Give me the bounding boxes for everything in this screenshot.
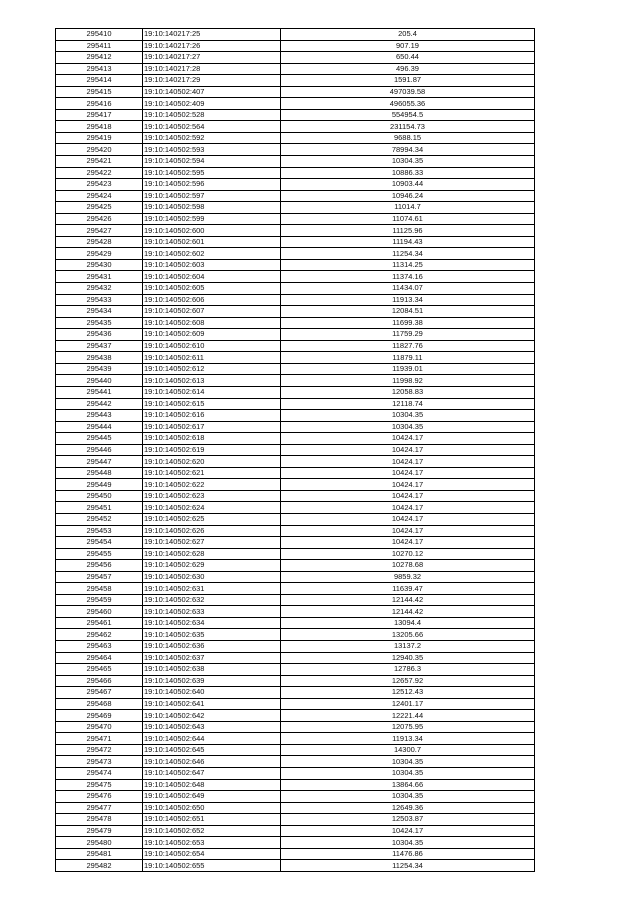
table-row — [56, 779, 535, 791]
table-row — [56, 837, 535, 849]
row-id-cell: 295425 — [56, 202, 143, 214]
row-timestamp-cell: 19:10:140502:637 — [143, 652, 281, 664]
row-id-cell: 295453 — [56, 525, 143, 537]
table-row — [56, 537, 535, 549]
row-timestamp-cell: 19:10:140502:652 — [143, 825, 281, 837]
row-timestamp-cell: 19:10:140502:597 — [143, 190, 281, 202]
row-id-cell: 295433 — [56, 294, 143, 306]
table-row — [56, 560, 535, 572]
table-row — [56, 594, 535, 606]
row-value-cell: 10424.17 — [281, 467, 535, 479]
row-value-cell: 13864.66 — [281, 779, 535, 791]
row-id-cell: 295429 — [56, 248, 143, 260]
row-value-cell: 1591.87 — [281, 75, 535, 87]
row-id-cell: 295422 — [56, 167, 143, 179]
row-timestamp-cell: 19:10:140502:634 — [143, 617, 281, 629]
table-row — [56, 352, 535, 364]
row-value-cell: 11374.16 — [281, 271, 535, 283]
row-id-cell: 295420 — [56, 144, 143, 156]
row-id-cell: 295451 — [56, 502, 143, 514]
row-id-cell: 295446 — [56, 444, 143, 456]
row-value-cell: 10304.35 — [281, 410, 535, 422]
row-value-cell: 13094.4 — [281, 617, 535, 629]
row-value-cell: 11125.96 — [281, 225, 535, 237]
table-row — [56, 306, 535, 318]
table-row — [56, 444, 535, 456]
row-timestamp-cell: 19:10:140502:594 — [143, 156, 281, 168]
table-row — [56, 398, 535, 410]
row-timestamp-cell: 19:10:140502:633 — [143, 606, 281, 618]
row-value-cell: 554954.5 — [281, 109, 535, 121]
row-timestamp-cell: 19:10:140502:638 — [143, 664, 281, 676]
row-id-cell: 295470 — [56, 721, 143, 733]
row-timestamp-cell: 19:10:140502:636 — [143, 640, 281, 652]
table-row — [56, 109, 535, 121]
row-id-cell: 295476 — [56, 791, 143, 803]
row-value-cell: 11074.61 — [281, 213, 535, 225]
row-value-cell: 10304.35 — [281, 791, 535, 803]
row-id-cell: 295454 — [56, 537, 143, 549]
table-row — [56, 710, 535, 722]
row-timestamp-cell: 19:10:140502:623 — [143, 490, 281, 502]
row-timestamp-cell: 19:10:140502:606 — [143, 294, 281, 306]
table-row — [56, 571, 535, 583]
table-row — [56, 421, 535, 433]
row-value-cell: 10278.68 — [281, 560, 535, 572]
table-row — [56, 167, 535, 179]
row-value-cell: 11699.38 — [281, 317, 535, 329]
row-id-cell: 295482 — [56, 860, 143, 872]
row-timestamp-cell: 19:10:140502:631 — [143, 583, 281, 595]
row-value-cell: 12503.87 — [281, 814, 535, 826]
row-timestamp-cell: 19:10:140502:629 — [143, 560, 281, 572]
table-row — [56, 433, 535, 445]
row-timestamp-cell: 19:10:140502:646 — [143, 756, 281, 768]
row-timestamp-cell: 19:10:140502:619 — [143, 444, 281, 456]
table-row — [56, 317, 535, 329]
table-row — [56, 675, 535, 687]
row-timestamp-cell: 19:10:140502:617 — [143, 421, 281, 433]
table-row — [56, 98, 535, 110]
row-value-cell: 78994.34 — [281, 144, 535, 156]
table-row — [56, 733, 535, 745]
table-row — [56, 687, 535, 699]
table-row — [56, 629, 535, 641]
table-row — [56, 225, 535, 237]
table-row — [56, 340, 535, 352]
row-value-cell: 12084.51 — [281, 306, 535, 318]
row-id-cell: 295472 — [56, 744, 143, 756]
table-row — [56, 271, 535, 283]
row-id-cell: 295416 — [56, 98, 143, 110]
row-timestamp-cell: 19:10:140502:605 — [143, 283, 281, 295]
row-value-cell: 9859.32 — [281, 571, 535, 583]
row-value-cell: 10304.35 — [281, 837, 535, 849]
table-body — [56, 29, 535, 872]
row-value-cell: 10424.17 — [281, 502, 535, 514]
row-id-cell: 295445 — [56, 433, 143, 445]
table-row — [56, 606, 535, 618]
row-timestamp-cell: 19:10:140502:655 — [143, 860, 281, 872]
table-row — [56, 525, 535, 537]
row-timestamp-cell: 19:10:140502:602 — [143, 248, 281, 260]
row-timestamp-cell: 19:10:140502:621 — [143, 467, 281, 479]
row-id-cell: 295413 — [56, 63, 143, 75]
row-value-cell: 9688.15 — [281, 132, 535, 144]
row-timestamp-cell: 19:10:140502:641 — [143, 698, 281, 710]
table-row — [56, 248, 535, 260]
row-id-cell: 295414 — [56, 75, 143, 87]
table-row — [56, 40, 535, 52]
row-value-cell: 10304.35 — [281, 421, 535, 433]
data-table — [55, 28, 535, 872]
table-row — [56, 86, 535, 98]
row-value-cell: 10424.17 — [281, 479, 535, 491]
row-timestamp-cell: 19:10:140217:28 — [143, 63, 281, 75]
row-value-cell: 650.44 — [281, 52, 535, 64]
table-row — [56, 664, 535, 676]
row-value-cell: 11014.7 — [281, 202, 535, 214]
row-timestamp-cell: 19:10:140502:624 — [143, 502, 281, 514]
row-id-cell: 295467 — [56, 687, 143, 699]
table-row — [56, 386, 535, 398]
row-timestamp-cell: 19:10:140502:609 — [143, 329, 281, 341]
row-id-cell: 295417 — [56, 109, 143, 121]
row-id-cell: 295426 — [56, 213, 143, 225]
row-timestamp-cell: 19:10:140502:592 — [143, 132, 281, 144]
row-value-cell: 12075.95 — [281, 721, 535, 733]
row-value-cell: 10304.35 — [281, 756, 535, 768]
row-value-cell: 11434.07 — [281, 283, 535, 295]
row-value-cell: 11913.34 — [281, 733, 535, 745]
row-timestamp-cell: 19:10:140502:628 — [143, 548, 281, 560]
table-row — [56, 825, 535, 837]
row-value-cell: 205.4 — [281, 29, 535, 41]
row-timestamp-cell: 19:10:140502:409 — [143, 98, 281, 110]
row-value-cell: 11476.86 — [281, 848, 535, 860]
table-row — [56, 456, 535, 468]
row-timestamp-cell: 19:10:140502:654 — [143, 848, 281, 860]
row-id-cell: 295450 — [56, 490, 143, 502]
row-id-cell: 295443 — [56, 410, 143, 422]
row-id-cell: 295423 — [56, 179, 143, 191]
table-row — [56, 513, 535, 525]
row-id-cell: 295427 — [56, 225, 143, 237]
row-id-cell: 295448 — [56, 467, 143, 479]
row-value-cell: 12058.83 — [281, 386, 535, 398]
row-value-cell: 10424.17 — [281, 525, 535, 537]
row-timestamp-cell: 19:10:140502:593 — [143, 144, 281, 156]
row-timestamp-cell: 19:10:140502:650 — [143, 802, 281, 814]
table-row — [56, 617, 535, 629]
row-id-cell: 295449 — [56, 479, 143, 491]
row-value-cell: 10903.44 — [281, 179, 535, 191]
row-value-cell: 12649.36 — [281, 802, 535, 814]
row-timestamp-cell: 19:10:140502:595 — [143, 167, 281, 179]
row-id-cell: 295419 — [56, 132, 143, 144]
row-timestamp-cell: 19:10:140502:407 — [143, 86, 281, 98]
table-row — [56, 490, 535, 502]
row-value-cell: 10304.35 — [281, 156, 535, 168]
row-value-cell: 10886.33 — [281, 167, 535, 179]
row-value-cell: 10424.17 — [281, 490, 535, 502]
row-value-cell: 10424.17 — [281, 456, 535, 468]
row-id-cell: 295434 — [56, 306, 143, 318]
row-timestamp-cell: 19:10:140502:596 — [143, 179, 281, 191]
table-row — [56, 768, 535, 780]
row-id-cell: 295478 — [56, 814, 143, 826]
row-value-cell: 11194.43 — [281, 236, 535, 248]
row-id-cell: 295430 — [56, 259, 143, 271]
row-id-cell: 295438 — [56, 352, 143, 364]
row-id-cell: 295447 — [56, 456, 143, 468]
table-row — [56, 802, 535, 814]
row-id-cell: 295410 — [56, 29, 143, 41]
row-value-cell: 12144.42 — [281, 606, 535, 618]
row-timestamp-cell: 19:10:140502:640 — [143, 687, 281, 699]
row-value-cell: 12657.92 — [281, 675, 535, 687]
row-value-cell: 496055.36 — [281, 98, 535, 110]
row-value-cell: 14300.7 — [281, 744, 535, 756]
row-id-cell: 295459 — [56, 594, 143, 606]
row-timestamp-cell: 19:10:140502:639 — [143, 675, 281, 687]
table-row — [56, 640, 535, 652]
row-id-cell: 295479 — [56, 825, 143, 837]
row-timestamp-cell: 19:10:140502:598 — [143, 202, 281, 214]
row-id-cell: 295440 — [56, 375, 143, 387]
row-timestamp-cell: 19:10:140502:600 — [143, 225, 281, 237]
row-id-cell: 295457 — [56, 571, 143, 583]
row-timestamp-cell: 19:10:140502:632 — [143, 594, 281, 606]
table-row — [56, 467, 535, 479]
row-value-cell: 11759.29 — [281, 329, 535, 341]
row-id-cell: 295473 — [56, 756, 143, 768]
row-timestamp-cell: 19:10:140502:528 — [143, 109, 281, 121]
row-timestamp-cell: 19:10:140217:26 — [143, 40, 281, 52]
row-value-cell: 497039.58 — [281, 86, 535, 98]
row-value-cell: 10424.17 — [281, 513, 535, 525]
row-timestamp-cell: 19:10:140502:603 — [143, 259, 281, 271]
row-id-cell: 295452 — [56, 513, 143, 525]
row-value-cell: 11998.92 — [281, 375, 535, 387]
row-value-cell: 12512.43 — [281, 687, 535, 699]
row-timestamp-cell: 19:10:140502:618 — [143, 433, 281, 445]
table-row — [56, 179, 535, 191]
row-value-cell: 12786.3 — [281, 664, 535, 676]
row-value-cell: 12221.44 — [281, 710, 535, 722]
row-id-cell: 295474 — [56, 768, 143, 780]
row-value-cell: 10424.17 — [281, 537, 535, 549]
row-value-cell: 11639.47 — [281, 583, 535, 595]
table-row — [56, 156, 535, 168]
row-timestamp-cell: 19:10:140502:613 — [143, 375, 281, 387]
row-timestamp-cell: 19:10:140502:608 — [143, 317, 281, 329]
row-value-cell: 12118.74 — [281, 398, 535, 410]
table-row — [56, 52, 535, 64]
table-row — [56, 756, 535, 768]
table-row — [56, 860, 535, 872]
table-row — [56, 848, 535, 860]
table-row — [56, 294, 535, 306]
row-id-cell: 295421 — [56, 156, 143, 168]
row-value-cell: 10424.17 — [281, 825, 535, 837]
row-value-cell: 11913.34 — [281, 294, 535, 306]
row-timestamp-cell: 19:10:140502:614 — [143, 386, 281, 398]
row-value-cell: 10946.24 — [281, 190, 535, 202]
row-timestamp-cell: 19:10:140217:29 — [143, 75, 281, 87]
table-row — [56, 375, 535, 387]
row-id-cell: 295437 — [56, 340, 143, 352]
row-value-cell: 10424.17 — [281, 433, 535, 445]
row-timestamp-cell: 19:10:140502:645 — [143, 744, 281, 756]
row-id-cell: 295442 — [56, 398, 143, 410]
row-timestamp-cell: 19:10:140502:564 — [143, 121, 281, 133]
row-timestamp-cell: 19:10:140502:607 — [143, 306, 281, 318]
row-timestamp-cell: 19:10:140502:643 — [143, 721, 281, 733]
table-row — [56, 202, 535, 214]
row-timestamp-cell: 19:10:140502:626 — [143, 525, 281, 537]
table-row — [56, 283, 535, 295]
row-timestamp-cell: 19:10:140502:653 — [143, 837, 281, 849]
table-row — [56, 63, 535, 75]
table-row — [56, 698, 535, 710]
row-id-cell: 295436 — [56, 329, 143, 341]
row-id-cell: 295456 — [56, 560, 143, 572]
row-id-cell: 295469 — [56, 710, 143, 722]
row-value-cell: 13137.2 — [281, 640, 535, 652]
row-value-cell: 10304.35 — [281, 768, 535, 780]
row-timestamp-cell: 19:10:140502:642 — [143, 710, 281, 722]
row-id-cell: 295465 — [56, 664, 143, 676]
row-timestamp-cell: 19:10:140502:611 — [143, 352, 281, 364]
table-row — [56, 75, 535, 87]
table-row — [56, 329, 535, 341]
row-timestamp-cell: 19:10:140502:604 — [143, 271, 281, 283]
row-value-cell: 11314.25 — [281, 259, 535, 271]
table-row — [56, 548, 535, 560]
row-timestamp-cell: 19:10:140502:627 — [143, 537, 281, 549]
row-value-cell: 11827.76 — [281, 340, 535, 352]
row-id-cell: 295428 — [56, 236, 143, 248]
row-timestamp-cell: 19:10:140502:616 — [143, 410, 281, 422]
row-id-cell: 295481 — [56, 848, 143, 860]
row-timestamp-cell: 19:10:140502:644 — [143, 733, 281, 745]
row-value-cell: 11254.34 — [281, 248, 535, 260]
row-value-cell: 11254.34 — [281, 860, 535, 872]
table-row — [56, 410, 535, 422]
table-row — [56, 132, 535, 144]
row-timestamp-cell: 19:10:140502:625 — [143, 513, 281, 525]
row-value-cell: 12940.35 — [281, 652, 535, 664]
row-timestamp-cell: 19:10:140502:651 — [143, 814, 281, 826]
row-timestamp-cell: 19:10:140502:648 — [143, 779, 281, 791]
row-id-cell: 295431 — [56, 271, 143, 283]
row-value-cell: 907.19 — [281, 40, 535, 52]
table-row — [56, 190, 535, 202]
row-id-cell: 295424 — [56, 190, 143, 202]
row-id-cell: 295463 — [56, 640, 143, 652]
row-id-cell: 295461 — [56, 617, 143, 629]
row-id-cell: 295418 — [56, 121, 143, 133]
row-id-cell: 295477 — [56, 802, 143, 814]
row-timestamp-cell: 19:10:140502:647 — [143, 768, 281, 780]
row-id-cell: 295464 — [56, 652, 143, 664]
row-id-cell: 295444 — [56, 421, 143, 433]
table-row — [56, 121, 535, 133]
row-id-cell: 295468 — [56, 698, 143, 710]
row-timestamp-cell: 19:10:140502:615 — [143, 398, 281, 410]
row-id-cell: 295441 — [56, 386, 143, 398]
row-timestamp-cell: 19:10:140217:25 — [143, 29, 281, 41]
row-timestamp-cell: 19:10:140502:620 — [143, 456, 281, 468]
row-id-cell: 295435 — [56, 317, 143, 329]
row-timestamp-cell: 19:10:140502:601 — [143, 236, 281, 248]
table-row — [56, 721, 535, 733]
row-id-cell: 295466 — [56, 675, 143, 687]
table-row — [56, 814, 535, 826]
row-value-cell: 11939.01 — [281, 363, 535, 375]
row-id-cell: 295460 — [56, 606, 143, 618]
row-timestamp-cell: 19:10:140502:635 — [143, 629, 281, 641]
table-row — [56, 502, 535, 514]
row-value-cell: 231154.73 — [281, 121, 535, 133]
row-timestamp-cell: 19:10:140502:622 — [143, 479, 281, 491]
row-value-cell: 10270.12 — [281, 548, 535, 560]
row-id-cell: 295475 — [56, 779, 143, 791]
row-value-cell: 496.39 — [281, 63, 535, 75]
table-row — [56, 363, 535, 375]
row-id-cell: 295455 — [56, 548, 143, 560]
row-id-cell: 295462 — [56, 629, 143, 641]
row-id-cell: 295480 — [56, 837, 143, 849]
row-value-cell: 12144.42 — [281, 594, 535, 606]
table-row — [56, 583, 535, 595]
table-row — [56, 791, 535, 803]
table-row — [56, 744, 535, 756]
table-row — [56, 236, 535, 248]
row-id-cell: 295458 — [56, 583, 143, 595]
row-id-cell: 295439 — [56, 363, 143, 375]
row-id-cell: 295411 — [56, 40, 143, 52]
row-value-cell: 11879.11 — [281, 352, 535, 364]
row-id-cell: 295412 — [56, 52, 143, 64]
table-row — [56, 213, 535, 225]
table-row — [56, 652, 535, 664]
row-timestamp-cell: 19:10:140502:612 — [143, 363, 281, 375]
row-id-cell: 295415 — [56, 86, 143, 98]
row-timestamp-cell: 19:10:140217:27 — [143, 52, 281, 64]
row-id-cell: 295432 — [56, 283, 143, 295]
row-value-cell: 12401.17 — [281, 698, 535, 710]
row-timestamp-cell: 19:10:140502:630 — [143, 571, 281, 583]
row-timestamp-cell: 19:10:140502:599 — [143, 213, 281, 225]
table-row — [56, 479, 535, 491]
row-timestamp-cell: 19:10:140502:610 — [143, 340, 281, 352]
row-id-cell: 295471 — [56, 733, 143, 745]
table-row — [56, 259, 535, 271]
row-value-cell: 13205.66 — [281, 629, 535, 641]
table-row — [56, 29, 535, 41]
table-row — [56, 144, 535, 156]
row-value-cell: 10424.17 — [281, 444, 535, 456]
row-timestamp-cell: 19:10:140502:649 — [143, 791, 281, 803]
